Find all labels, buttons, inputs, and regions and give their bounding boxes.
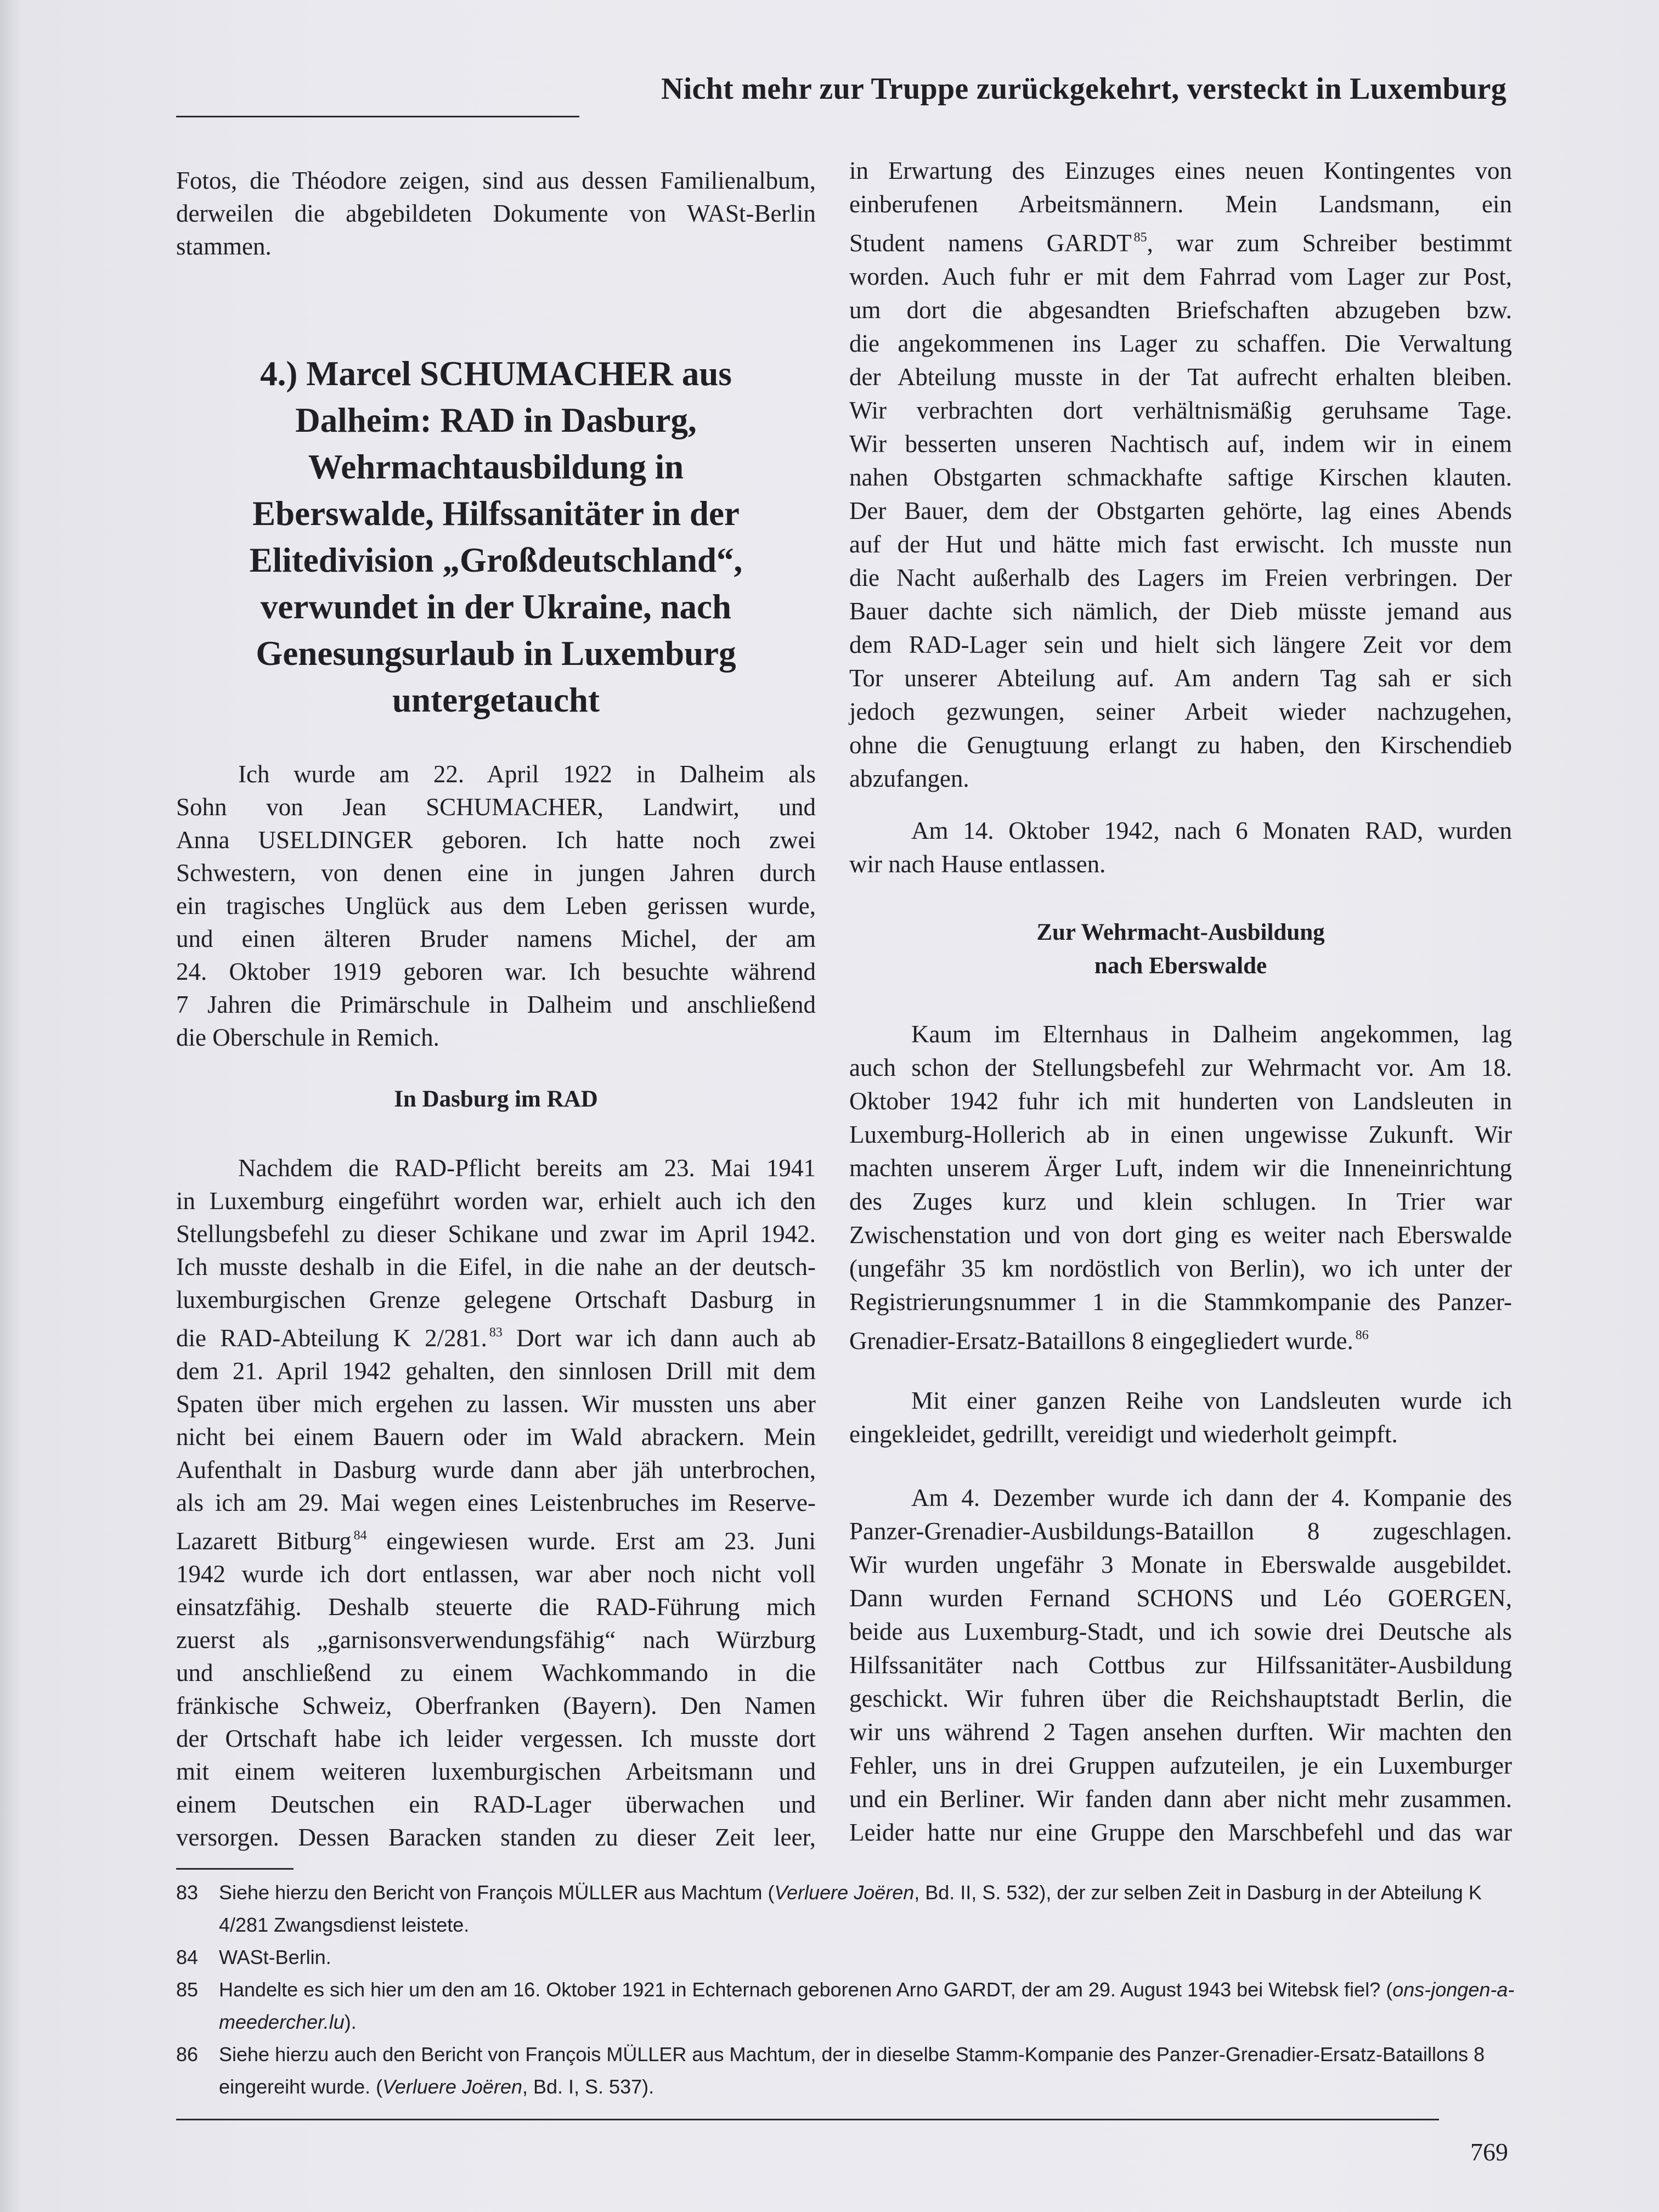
text-line: in Erwartung des Einzuges eines neuen Kontingentes von (849, 157, 1512, 184)
footnote-separator (176, 1868, 294, 1870)
footnote-number: 84 (176, 1946, 199, 1968)
text-line: Am 14. Oktober 1942, nach 6 Monaten RAD, wurden (911, 817, 1512, 844)
text-line: Elitedivision „Großdeutschland“, (249, 541, 743, 579)
text-line: Panzer-Grenadier-Ausbildungs-Bataillon 8 zugeschlagen. (849, 1517, 1512, 1545)
text-line: Aufenthalt in Dasburg wurde dann aber jäh unterbrochen, (176, 1456, 816, 1483)
subheading (849, 916, 1512, 983)
text-span: , Bd. I, S. 537). (522, 2075, 654, 2098)
footnote-text (219, 1941, 1515, 1973)
text-line: Eberswalde, Hilfssanitäter in der (252, 494, 740, 533)
paragraph (176, 1152, 816, 1854)
text-line: und ein Berliner. Wir fanden dann aber nicht mehr zusammen. (849, 1785, 1512, 1813)
text-line: Registrierungsnummer 1 in die Stammkompanie des Panzer- (849, 1288, 1512, 1316)
footnote (176, 1973, 1515, 2038)
text-line: die Nacht außerhalb des Lagers im Freien verbringen. Der (849, 564, 1512, 591)
text-line: Wir besserten unseren Nachtisch auf, indem wir in einem (849, 430, 1512, 458)
paragraph (849, 1384, 1512, 1451)
footnote-number: 83 (176, 1881, 199, 1904)
text-line: mit einem weiteren luxemburgischen Arbeitsmann und (176, 1758, 816, 1785)
text-span: Handelte es sich hier um den am 16. Oktober 1921 in Echternach geborenen Arno GARDT, der am 29. August 1943 bei Witebsk fiel? ( (219, 1978, 1393, 2001)
text-line: dem 21. April 1942 gehalten, den sinnlosen Drill mit dem (176, 1357, 816, 1385)
text-line (849, 1319, 1512, 1358)
text-span: eingewiesen wurde. Erst am 23. Juni (366, 1527, 816, 1555)
text-line: Ich wurde am 22. April 1922 in Dalheim als (238, 760, 816, 788)
footer-rule (176, 2119, 1439, 2120)
text-line: nicht bei einem Bauern oder im Wald abrackern. Mein (176, 1423, 816, 1451)
text-line: Hilfssanitäter nach Cottbus zur Hilfssanitäter-Ausbildung (849, 1651, 1512, 1679)
text-line: Sohn von Jean SCHUMACHER, Landwirt, und (176, 793, 816, 821)
text-line: und anschließend zu einem Wachkommando in die (176, 1659, 816, 1686)
text-line: Zur Wehrmacht-Ausbildung (1036, 919, 1325, 945)
text-line: um dort die abgesandten Briefschaften abzugeben bzw. (849, 296, 1512, 324)
text-line: Genesungsurlaub in Luxemburg (256, 634, 736, 673)
text-line: der Ortschaft habe ich leider vergessen. Ich musste dort (176, 1725, 816, 1752)
text-line: eingekleidet, gedrillt, vereidigt und wiederholt geimpft. (849, 1420, 1398, 1448)
text-line: versorgen. Dessen Baracken standen zu dieser Zeit leer, (176, 1824, 816, 1851)
text-line: (ungefähr 35 km nordöstlich von Berlin), wo ich unter der (849, 1255, 1512, 1282)
footnote-ref: 84 (353, 1528, 367, 1543)
text-line: wir uns während 2 Tagen ansehen durften. Wir machten den (849, 1718, 1512, 1746)
text-line: derweilen die abgebildeten Dokumente von WASt-Berlin (176, 200, 816, 227)
text-line: der Abteilung musste in der Tat aufrecht erhalten bleiben. (849, 363, 1512, 391)
text-line: Kaum im Elternhaus in Dalheim angekommen, lag (911, 1020, 1512, 1048)
text-line: ein tragisches Unglück aus dem Leben gerissen wurde, (176, 892, 816, 919)
text-line: luxemburgischen Grenze gelegene Ortschaft Dasburg in (176, 1286, 816, 1313)
footnote-ref: 86 (1355, 1328, 1369, 1342)
text-line (176, 1519, 816, 1558)
footnote-ref: 85 (1133, 230, 1147, 245)
footnote (176, 1941, 1515, 1973)
text-line: Tor unserer Abteilung auf. Am andern Tag sah er sich (849, 664, 1512, 692)
text-line: nach Eberswalde (1094, 953, 1267, 979)
footnote-number: 85 (176, 1978, 199, 2001)
text-line: worden. Auch fuhr er mit dem Fahrrad vom Lager zur Post, (849, 263, 1512, 290)
text-line: einem Deutschen ein RAD-Lager überwachen und (176, 1791, 816, 1818)
paragraph (176, 164, 816, 263)
text-line: verwundet in der Ukraine, nach (260, 588, 732, 626)
text-line: als ich am 29. Mai wegen eines Leistenbruches im Reserve- (176, 1489, 816, 1516)
text-line: stammen. (176, 233, 272, 260)
text-line: beide aus Luxemburg-Stadt, und ich sowie drei Deutsche als (849, 1618, 1512, 1645)
text-line: abzufangen. (849, 765, 969, 792)
text-line: in Luxemburg eingeführt worden war, erhielt auch ich den (176, 1187, 816, 1215)
text-line: Leider hatte nur eine Gruppe den Marschbefehl und das war (849, 1819, 1512, 1846)
text-line: Fehler, uns in drei Gruppen aufzuteilen, je ein Luxemburger (849, 1752, 1512, 1779)
text-line: Fotos, die Théodore zeigen, sind aus dessen Familienalbum, (176, 167, 816, 194)
text-span: WASt-Berlin. (219, 1946, 331, 1968)
text-line: fränkische Schweiz, Oberfranken (Bayern). Den Namen (176, 1692, 816, 1719)
text-line: auch schon der Stellungsbefehl zur Wehrmacht vor. Am 18. (849, 1054, 1512, 1081)
text-line: 7 Jahren die Primärschule in Dalheim und anschließend (176, 991, 816, 1018)
text-line: Der Bauer, dem der Obstgarten gehörte, lag eines Abends (849, 497, 1512, 524)
text-line: einberufenen Arbeitsmännern. Mein Landsmann, ein (849, 190, 1512, 218)
text-span: Student namens GARDT (849, 229, 1132, 257)
citation-title: ons-jongen-a-meedercher.lu (219, 1978, 1515, 2033)
running-header-title: Nicht mehr zur Truppe zurückgekehrt, versteckt in Luxemburg (661, 72, 1506, 106)
text-line: Dann wurden Fernand SCHONS und Léo GOERGEN, (849, 1584, 1512, 1612)
text-line: Nachdem die RAD-Pflicht bereits am 23. Mai 1941 (238, 1154, 816, 1182)
footnote (176, 2038, 1515, 2103)
footnote-text (219, 2038, 1515, 2103)
text-line: einsatzfähig. Deshalb steuerte die RAD-Führung mich (176, 1593, 816, 1621)
text-line: Schwestern, von denen eine in jungen Jahren durch (176, 859, 816, 887)
paragraph (849, 1481, 1512, 1849)
text-line: Ich musste deshalb in die Eifel, in die nahe an der deutsch- (176, 1253, 816, 1280)
text-line: Wir verbrachten dort verhältnismäßig geruhsame Tage. (849, 397, 1512, 424)
header-rule (176, 116, 579, 117)
footnote-ref: 83 (489, 1325, 503, 1340)
text-line: Stellungsbefehl zu dieser Schikane und zwar im April 1942. (176, 1220, 816, 1248)
text-line: des Zuges kurz und klein schlugen. In Trier war (849, 1188, 1512, 1215)
section-heading (176, 351, 816, 724)
text-line: Luxemburg-Hollerich ab in einen ungewisse Zukunft. Wir (849, 1121, 1512, 1148)
paragraph (849, 1018, 1512, 1358)
text-line: machten unserem Ärger Luft, indem wir die Inneneinrichtung (849, 1154, 1512, 1182)
paragraph (176, 758, 816, 1054)
text-line: Zwischenstation und von dort ging es weiter nach Eberswalde (849, 1221, 1512, 1249)
text-line: Dalheim: RAD in Dasburg, (295, 401, 697, 439)
text-span: Grenadier-Ersatz-Bataillons 8 eingegliedert wurde. (849, 1327, 1353, 1355)
text-span: Siehe hierzu auch den Bericht von François MÜLLER aus Machtum, der in dieselbe Stamm-Kompanie des Panzer-Grenadier-Ersatz-Bataillons 8 eingereiht wurde. ( (219, 2043, 1485, 2098)
text-span: die RAD-Abteilung K 2/281. (176, 1324, 487, 1352)
text-line: und einen älteren Bruder namens Michel, der am (176, 925, 816, 952)
text-span: Lazarett Bitburg (176, 1527, 352, 1555)
subheading (176, 1082, 816, 1116)
text-span: Dort war ich dann auch ab (502, 1324, 816, 1352)
footnote (176, 1876, 1515, 1941)
text-span: , Bd. II, S. 532), der zur selben Zeit in Dasburg in der Abteilung K 4/281 Zwangsdienst leistete. (219, 1881, 1482, 1936)
text-line (176, 1316, 816, 1355)
text-line: untergetaucht (392, 681, 600, 719)
text-line: ohne die Genugtuung erlangt zu haben, den Kirschendieb (849, 731, 1512, 759)
text-span: , war zum Schreiber bestimmt (1147, 229, 1512, 257)
text-line: auf der Hut und hätte mich fast erwischt. Ich musste nun (849, 531, 1512, 558)
text-line: geschickt. Wir fuhren über die Reichshauptstadt Berlin, die (849, 1685, 1512, 1712)
text-line: jedoch gezwungen, seiner Arbeit wieder nachzugehen, (849, 698, 1512, 725)
text-line: Bauer dachte sich nämlich, der Dieb müsste jemand aus (849, 597, 1512, 625)
footnote-text (219, 1973, 1515, 2038)
text-line: dem RAD-Lager sein und hielt sich längere Zeit vor dem (849, 631, 1512, 658)
text-line: Wir wurden ungefähr 3 Monate in Eberswalde ausgebildet. (849, 1551, 1512, 1578)
text-line: 4.) Marcel SCHUMACHER aus (260, 354, 732, 393)
text-line: zuerst als „garnisonsverwendungsfähig“ nach Würzburg (176, 1626, 816, 1654)
paragraph (849, 814, 1512, 881)
footnotes (176, 1876, 1515, 2103)
text-line: nahen Obstgarten schmackhafte saftige Kirschen klauten. (849, 464, 1512, 491)
text-span: ). (344, 2011, 357, 2033)
text-line: wir nach Hause entlassen. (849, 850, 1106, 878)
text-line: Wehrmachtausbildung in (308, 448, 684, 486)
text-line: In Dasburg im RAD (394, 1086, 598, 1112)
text-line: die Oberschule in Remich. (176, 1024, 439, 1051)
text-line: die angekommenen ins Lager zu schaffen. Die Verwaltung (849, 330, 1512, 357)
text-line: Anna USELDINGER geboren. Ich hatte noch zwei (176, 826, 816, 854)
paragraph (849, 154, 1512, 795)
text-line: 1942 wurde ich dort entlassen, war aber noch nicht voll (176, 1560, 816, 1588)
text-line: Spaten über mich ergehen zu lassen. Wir mussten uns aber (176, 1390, 816, 1418)
text-line (849, 221, 1512, 260)
footnote-number: 86 (176, 2043, 199, 2066)
citation-title: Verluere Joëren (774, 1881, 915, 1904)
text-line: Mit einer ganzen Reihe von Landsleuten wurde ich (911, 1387, 1512, 1414)
text-line: 24. Oktober 1919 geboren war. Ich besuchte während (176, 958, 816, 985)
text-span: Siehe hierzu den Bericht von François MÜLLER aus Machtum ( (219, 1881, 775, 1904)
text-line: Am 4. Dezember wurde ich dann der 4. Kompanie des (911, 1484, 1512, 1511)
citation-title: Verluere Joëren (382, 2075, 522, 2098)
page-number: 769 (1470, 2138, 1508, 2166)
text-line: Oktober 1942 fuhr ich mit hunderten von Landsleuten in (849, 1087, 1512, 1115)
footnote-text (219, 1876, 1515, 1941)
